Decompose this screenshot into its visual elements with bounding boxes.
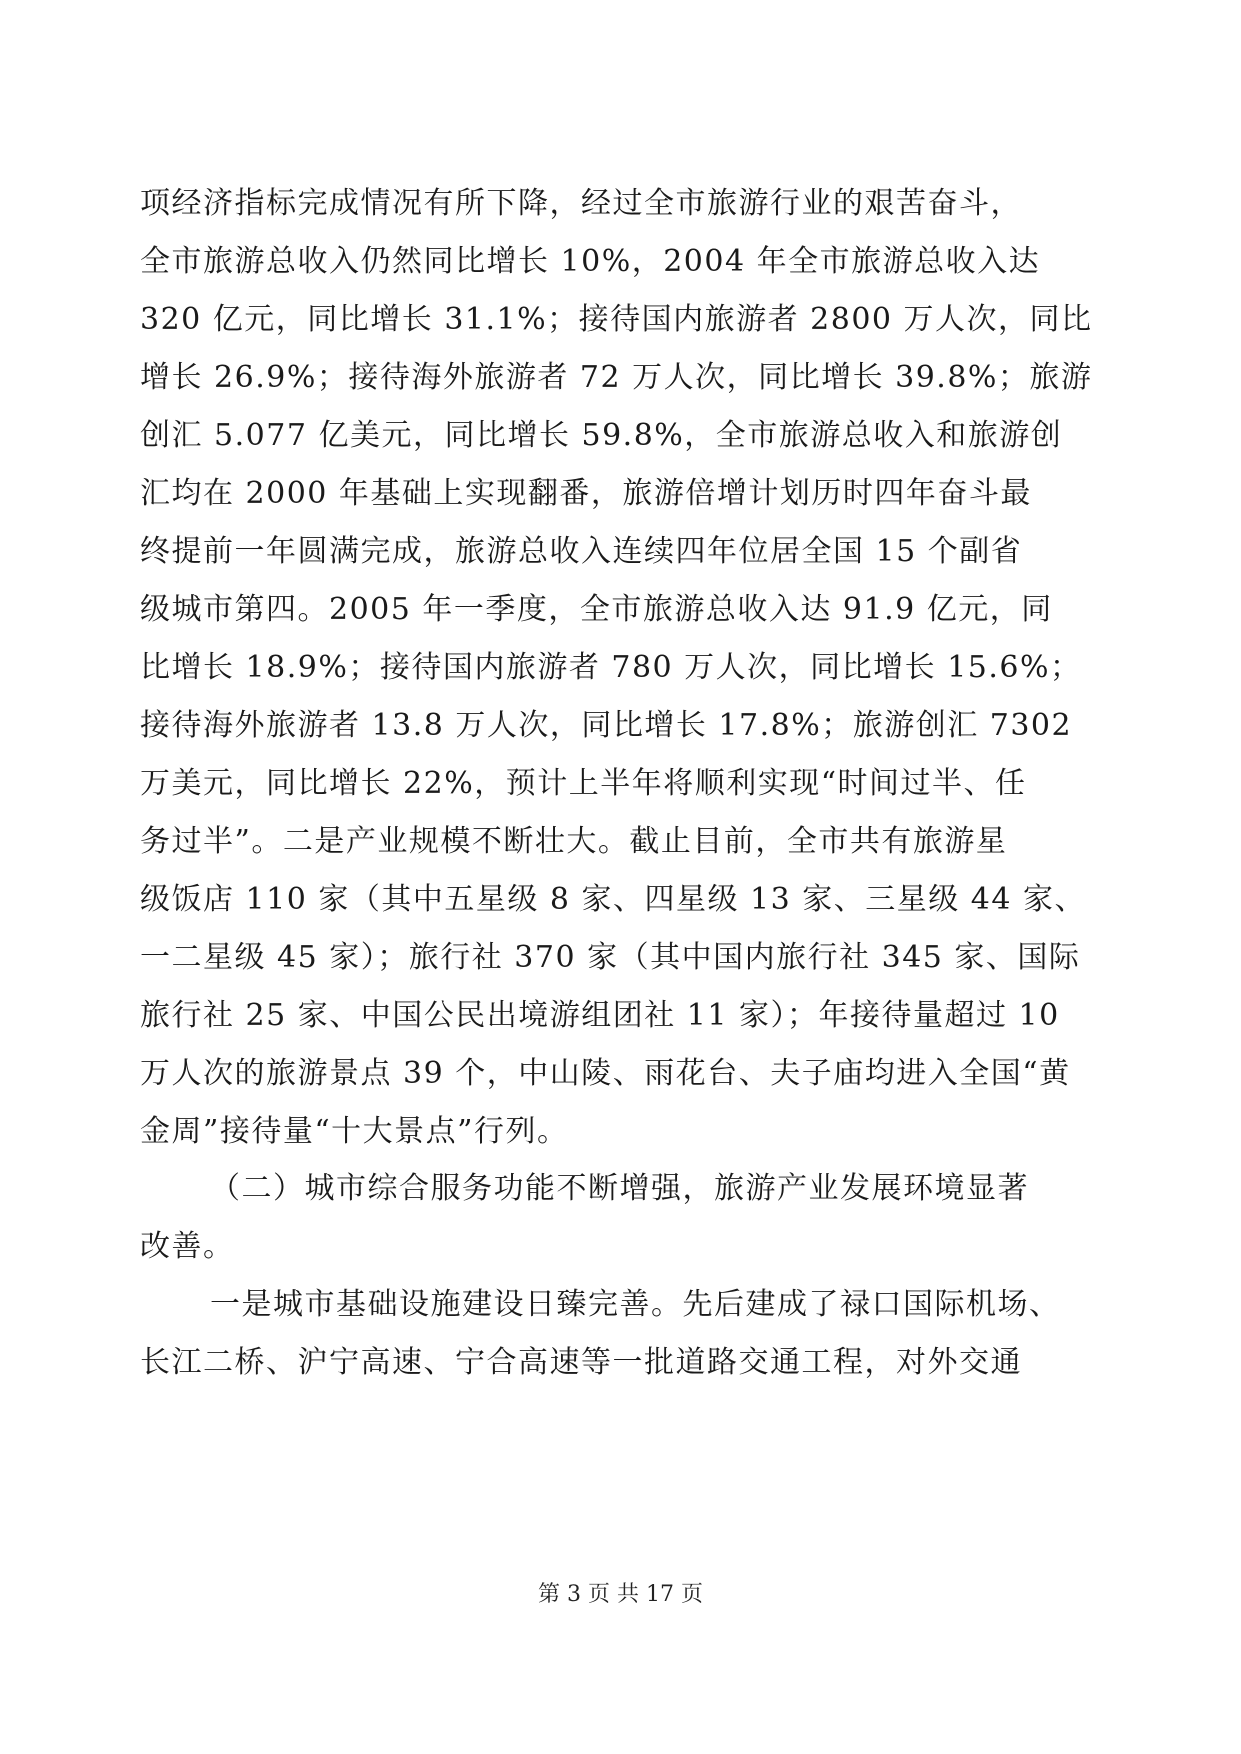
body-text-line: 一是城市基础设施建设日臻完善。先后建成了禄口国际机场、 (210, 1287, 1061, 1322)
body-text-line: 万美元，同比增长 22%，预计上半年将顺利实现“时间过半、任 (140, 766, 1027, 801)
body-text-line: 旅行社 25 家、中国公民出境游组团社 11 家）；年接待量超过 10 (140, 998, 1060, 1033)
body-text-line: 全市旅游总收入仍然同比增长 10%，2004 年全市旅游总收入达 (140, 244, 1041, 279)
page-number-footer: 第 3 页 共 17 页 (538, 1582, 703, 1607)
body-text-line: 增长 26.9%；接待海外旅游者 72 万人次，同比增长 39.8%；旅游 (140, 360, 1093, 395)
body-text-line: 项经济指标完成情况有所下降，经过全市旅游行业的艰苦奋斗， (140, 186, 1022, 221)
body-text-line: 万人次的旅游景点 39 个，中山陵、雨花台、夫子庙均进入全国“黄 (140, 1056, 1071, 1091)
section-heading-line: （二）城市综合服务功能不断增强，旅游产业发展环境显著 (210, 1171, 1029, 1206)
body-text-line: 一二星级 45 家）；旅行社 370 家（其中国内旅行社 345 家、国际 (140, 940, 1081, 975)
body-text-line: 长江二桥、沪宁高速、宁合高速等一批道路交通工程，对外交通 (140, 1345, 1022, 1380)
body-text-line: 金周”接待量“十大景点”行列。 (140, 1114, 569, 1149)
body-text-line: 320 亿元，同比增长 31.1%；接待国内旅游者 2800 万人次，同比 (140, 302, 1093, 337)
body-text-line: 创汇 5.077 亿美元，同比增长 59.8%，全市旅游总收入和旅游创 (140, 418, 1063, 453)
body-text-line: 终提前一年圆满完成，旅游总收入连续四年位居全国 15 个副省 (140, 534, 1023, 569)
body-text-line: 比增长 18.9%；接待国内旅游者 780 万人次，同比增长 15.6%； (140, 650, 1082, 685)
section-heading-line: 改善。 (140, 1229, 235, 1264)
body-text-line: 接待海外旅游者 13.8 万人次，同比增长 17.8%；旅游创汇 7302 (140, 708, 1073, 743)
body-text-line: 级饭店 110 家（其中五星级 8 家、四星级 13 家、三星级 44 家、 (140, 882, 1086, 917)
body-text-line: 汇均在 2000 年基础上实现翻番，旅游倍增计划历时四年奋斗最 (140, 476, 1032, 511)
body-text-line: 务过半”。二是产业规模不断壮大。截止目前，全市共有旅游星 (140, 824, 1008, 859)
body-text-line: 级城市第四。2005 年一季度，全市旅游总收入达 91.9 亿元，同 (140, 592, 1053, 627)
